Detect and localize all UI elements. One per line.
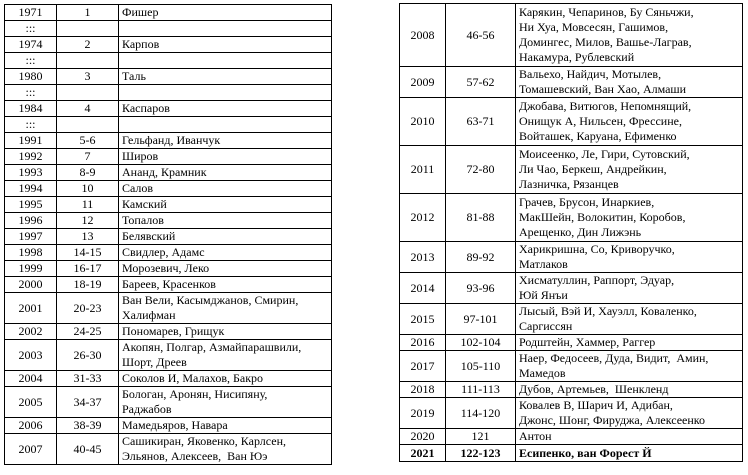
year-cell: 2005 bbox=[5, 387, 57, 418]
names-line: Мамедов bbox=[519, 366, 566, 380]
table-row bbox=[400, 335, 743, 351]
names-line: Пономарев, Грищук bbox=[122, 324, 225, 338]
year-cell: 2016 bbox=[400, 335, 446, 351]
year-cell: 2019 bbox=[400, 398, 446, 429]
table-row bbox=[5, 85, 332, 101]
place-cell: 97-101 bbox=[446, 304, 516, 335]
names-line: Лазничка, Рязанцев bbox=[519, 177, 619, 191]
names-cell bbox=[119, 371, 332, 387]
names-cell bbox=[119, 261, 332, 277]
names-line: Родштейн, Хаммер, Раггер bbox=[519, 335, 656, 349]
names-line: Халифман bbox=[122, 308, 176, 322]
names-line: Акопян, Полгар, Азмайпарашвили, bbox=[122, 340, 302, 354]
year-cell: 2021 bbox=[400, 445, 446, 462]
place-cell: 4 bbox=[57, 101, 119, 117]
table-row bbox=[5, 197, 332, 213]
year-cell: 1984 bbox=[5, 101, 57, 117]
place-cell: 8-9 bbox=[57, 165, 119, 181]
table-row bbox=[5, 117, 332, 133]
year-cell: 1991 bbox=[5, 133, 57, 149]
place-cell: 14-15 bbox=[57, 245, 119, 261]
year-cell: 1999 bbox=[5, 261, 57, 277]
names-line: Ли Чао, Беркеш, Андрейкин, bbox=[519, 162, 667, 176]
place-cell: 7 bbox=[57, 149, 119, 165]
names-cell bbox=[119, 293, 332, 324]
table-row bbox=[400, 146, 743, 194]
year-cell: ::: bbox=[5, 21, 57, 37]
names-cell bbox=[516, 146, 743, 194]
table-row bbox=[5, 101, 332, 117]
names-line: Арещенко, Дин Лижэнь bbox=[519, 225, 642, 239]
table-row bbox=[5, 245, 332, 261]
names-cell bbox=[119, 53, 332, 69]
place-cell: 40-45 bbox=[57, 434, 119, 465]
names-line: Каспаров bbox=[122, 101, 170, 115]
names-cell bbox=[119, 418, 332, 434]
left-table bbox=[4, 4, 332, 465]
year-cell: 2010 bbox=[400, 98, 446, 146]
place-cell: 24-25 bbox=[57, 324, 119, 340]
names-line: Грачев, Брусон, Инаркиев, bbox=[519, 195, 655, 209]
names-line: Бареев, Красенков bbox=[122, 277, 216, 291]
names-line: Лысый, Вэй И, Хауэлл, Коваленко, bbox=[519, 304, 697, 318]
place-cell: 57-62 bbox=[446, 67, 516, 98]
names-cell bbox=[119, 5, 332, 21]
year-cell: 2002 bbox=[5, 324, 57, 340]
names-line: Саргиссян bbox=[519, 319, 573, 333]
names-cell bbox=[516, 335, 743, 351]
names-line: Соколов И, Малахов, Бакро bbox=[122, 371, 264, 385]
table-row bbox=[400, 273, 743, 304]
table-row bbox=[5, 324, 332, 340]
names-line: Домингес, Милов, Вашье-Лаграв, bbox=[519, 35, 692, 49]
place-cell bbox=[57, 21, 119, 37]
place-cell: 63-71 bbox=[446, 98, 516, 146]
names-line: Топалов bbox=[122, 213, 164, 227]
names-line: Камский bbox=[122, 197, 167, 211]
table-row bbox=[5, 229, 332, 245]
year-cell: 1992 bbox=[5, 149, 57, 165]
place-cell: 1 bbox=[57, 5, 119, 21]
table-row bbox=[5, 213, 332, 229]
place-cell: 46-56 bbox=[446, 4, 516, 67]
place-cell bbox=[57, 85, 119, 101]
table-row bbox=[5, 53, 332, 69]
names-line: Ананд, Крамник bbox=[122, 165, 207, 179]
names-line: Карякин, Чепаринов, Бу Сяньчжи, bbox=[519, 5, 694, 19]
names-line: Шорт, Дреев bbox=[122, 355, 187, 369]
names-line: МакШейн, Волокитин, Коробов, bbox=[519, 210, 686, 224]
table-row bbox=[5, 21, 332, 37]
table-row bbox=[400, 382, 743, 398]
year-cell: 2013 bbox=[400, 242, 446, 273]
place-cell: 89-92 bbox=[446, 242, 516, 273]
year-cell: 2018 bbox=[400, 382, 446, 398]
names-line: Морозевич, Леко bbox=[122, 261, 210, 275]
names-line: Ковалев В, Шарич И, Адибан, bbox=[519, 398, 673, 412]
place-cell: 121 bbox=[446, 429, 516, 445]
place-cell: 11 bbox=[57, 197, 119, 213]
names-line: Дубов, Артемьев, Шенкленд bbox=[519, 382, 669, 396]
names-line: Антон bbox=[519, 429, 552, 443]
names-line: Войташек, Каруана, Ефименко bbox=[519, 129, 677, 143]
names-line: Томашевский, Ван Хао, Алмаши bbox=[519, 82, 687, 96]
names-cell bbox=[119, 277, 332, 293]
place-cell: 26-30 bbox=[57, 340, 119, 371]
place-cell: 2 bbox=[57, 37, 119, 53]
names-cell bbox=[516, 382, 743, 398]
year-cell: 1997 bbox=[5, 229, 57, 245]
names-cell bbox=[119, 181, 332, 197]
names-line: Свидлер, Адамс bbox=[122, 245, 205, 259]
place-cell: 34-37 bbox=[57, 387, 119, 418]
names-cell bbox=[119, 85, 332, 101]
place-cell: 13 bbox=[57, 229, 119, 245]
place-cell: 12 bbox=[57, 213, 119, 229]
names-cell bbox=[516, 273, 743, 304]
year-cell: 1998 bbox=[5, 245, 57, 261]
year-cell: 2006 bbox=[5, 418, 57, 434]
names-cell bbox=[516, 429, 743, 445]
place-cell bbox=[57, 117, 119, 133]
names-line: Сашикиран, Яковенко, Карлсен, bbox=[122, 434, 287, 448]
year-cell: 1995 bbox=[5, 197, 57, 213]
table-row bbox=[400, 4, 743, 67]
table-row bbox=[400, 398, 743, 429]
names-cell bbox=[119, 213, 332, 229]
names-line: Бологан, Аронян, Нисипяну, bbox=[122, 387, 268, 401]
names-line: Таль bbox=[122, 69, 146, 83]
table-row bbox=[5, 293, 332, 324]
table-row bbox=[5, 69, 332, 85]
table-row bbox=[5, 149, 332, 165]
names-line: Наер, Федосеев, Дуда, Видит, Амин, bbox=[519, 351, 709, 365]
table-row bbox=[5, 37, 332, 53]
table-row bbox=[5, 418, 332, 434]
table-row bbox=[400, 194, 743, 242]
table-row bbox=[5, 434, 332, 465]
place-cell: 18-19 bbox=[57, 277, 119, 293]
names-line: Харикришна, Со, Криворучко, bbox=[519, 242, 675, 256]
year-cell: 2015 bbox=[400, 304, 446, 335]
names-line: Гельфанд, Иванчук bbox=[122, 133, 221, 147]
year-cell: 1994 bbox=[5, 181, 57, 197]
right-table bbox=[399, 3, 743, 462]
names-line: Карпов bbox=[122, 37, 160, 51]
place-cell: 93-96 bbox=[446, 273, 516, 304]
table-row bbox=[400, 445, 743, 462]
year-cell: 1971 bbox=[5, 5, 57, 21]
names-cell bbox=[516, 194, 743, 242]
names-line: Вальехо, Найдич, Мотылев, bbox=[519, 67, 662, 81]
place-cell: 105-110 bbox=[446, 351, 516, 382]
names-cell bbox=[119, 37, 332, 53]
table-row bbox=[400, 429, 743, 445]
table-row bbox=[5, 181, 332, 197]
names-cell bbox=[119, 21, 332, 37]
year-cell: 1993 bbox=[5, 165, 57, 181]
names-cell bbox=[516, 304, 743, 335]
table-row bbox=[5, 387, 332, 418]
table-row bbox=[5, 261, 332, 277]
names-line: Мамедьяров, Навара bbox=[122, 418, 228, 432]
names-cell bbox=[516, 242, 743, 273]
year-cell: 2003 bbox=[5, 340, 57, 371]
year-cell: 2020 bbox=[400, 429, 446, 445]
names-cell bbox=[119, 387, 332, 418]
year-cell: 2004 bbox=[5, 371, 57, 387]
year-cell: 2014 bbox=[400, 273, 446, 304]
place-cell: 38-39 bbox=[57, 418, 119, 434]
place-cell: 72-80 bbox=[446, 146, 516, 194]
names-line: Ни Хуа, Мовсесян, Гашимов, bbox=[519, 20, 669, 34]
names-cell bbox=[516, 98, 743, 146]
year-cell: 1974 bbox=[5, 37, 57, 53]
year-cell: 2007 bbox=[5, 434, 57, 465]
names-cell bbox=[119, 434, 332, 465]
names-line: Юй Янъи bbox=[519, 288, 568, 302]
place-cell: 3 bbox=[57, 69, 119, 85]
names-cell bbox=[119, 149, 332, 165]
year-cell: 1996 bbox=[5, 213, 57, 229]
names-line: Салов bbox=[122, 181, 154, 195]
names-line: Джобава, Витюгов, Непомнящий, bbox=[519, 99, 692, 113]
names-cell bbox=[119, 165, 332, 181]
place-cell: 111-113 bbox=[446, 382, 516, 398]
names-line: Эльянов, Алексеев, Ван Юэ bbox=[122, 449, 268, 463]
table-row bbox=[5, 5, 332, 21]
names-cell bbox=[119, 133, 332, 149]
names-cell bbox=[516, 67, 743, 98]
year-cell: 2001 bbox=[5, 293, 57, 324]
table-row bbox=[400, 67, 743, 98]
names-cell bbox=[119, 101, 332, 117]
year-cell: 2008 bbox=[400, 4, 446, 67]
place-cell: 10 bbox=[57, 181, 119, 197]
names-cell bbox=[119, 324, 332, 340]
table-row bbox=[5, 371, 332, 387]
place-cell: 5-6 bbox=[57, 133, 119, 149]
names-cell bbox=[119, 245, 332, 261]
place-cell: 102-104 bbox=[446, 335, 516, 351]
year-cell: 1980 bbox=[5, 69, 57, 85]
table-row bbox=[400, 351, 743, 382]
names-line: Белявский bbox=[122, 229, 176, 243]
names-cell bbox=[119, 340, 332, 371]
place-cell: 81-88 bbox=[446, 194, 516, 242]
place-cell: 31-33 bbox=[57, 371, 119, 387]
table-row bbox=[5, 277, 332, 293]
names-line: Фишер bbox=[122, 5, 159, 19]
names-line: Моисеенко, Ле, Гири, Сутовский, bbox=[519, 147, 690, 161]
names-line: Есипенко, ван Форест Й bbox=[519, 445, 652, 460]
year-cell: 2012 bbox=[400, 194, 446, 242]
names-line: Хисматуллин, Раппорт, Эдуар, bbox=[519, 273, 675, 287]
names-cell bbox=[119, 229, 332, 245]
names-cell bbox=[516, 445, 743, 462]
place-cell: 114-120 bbox=[446, 398, 516, 429]
names-cell bbox=[119, 197, 332, 213]
table-row bbox=[400, 98, 743, 146]
table-row bbox=[5, 133, 332, 149]
names-cell bbox=[516, 351, 743, 382]
year-cell: 2009 bbox=[400, 67, 446, 98]
table-row bbox=[400, 242, 743, 273]
year-cell: 2017 bbox=[400, 351, 446, 382]
names-cell bbox=[119, 69, 332, 85]
names-cell bbox=[516, 398, 743, 429]
names-line: Широв bbox=[122, 149, 159, 163]
place-cell: 20-23 bbox=[57, 293, 119, 324]
names-line: Раджабов bbox=[122, 402, 172, 416]
year-cell: ::: bbox=[5, 53, 57, 69]
year-cell: ::: bbox=[5, 85, 57, 101]
table-row bbox=[5, 340, 332, 371]
place-cell: 122-123 bbox=[446, 445, 516, 462]
year-cell: ::: bbox=[5, 117, 57, 133]
names-line: Накамура, Рублевский bbox=[519, 50, 635, 64]
table-row bbox=[400, 304, 743, 335]
names-line: Ван Вели, Касымджанов, Смирин, bbox=[122, 293, 299, 307]
table-row bbox=[5, 165, 332, 181]
place-cell: 16-17 bbox=[57, 261, 119, 277]
year-cell: 2000 bbox=[5, 277, 57, 293]
names-line: Джонс, Шонг, Фируджа, Алексеенко bbox=[519, 413, 706, 427]
place-cell bbox=[57, 53, 119, 69]
names-cell bbox=[516, 4, 743, 67]
names-cell bbox=[119, 117, 332, 133]
names-line: Матлаков bbox=[519, 257, 568, 271]
names-line: Онищук А, Нильсен, Фрессине, bbox=[519, 114, 682, 128]
year-cell: 2011 bbox=[400, 146, 446, 194]
